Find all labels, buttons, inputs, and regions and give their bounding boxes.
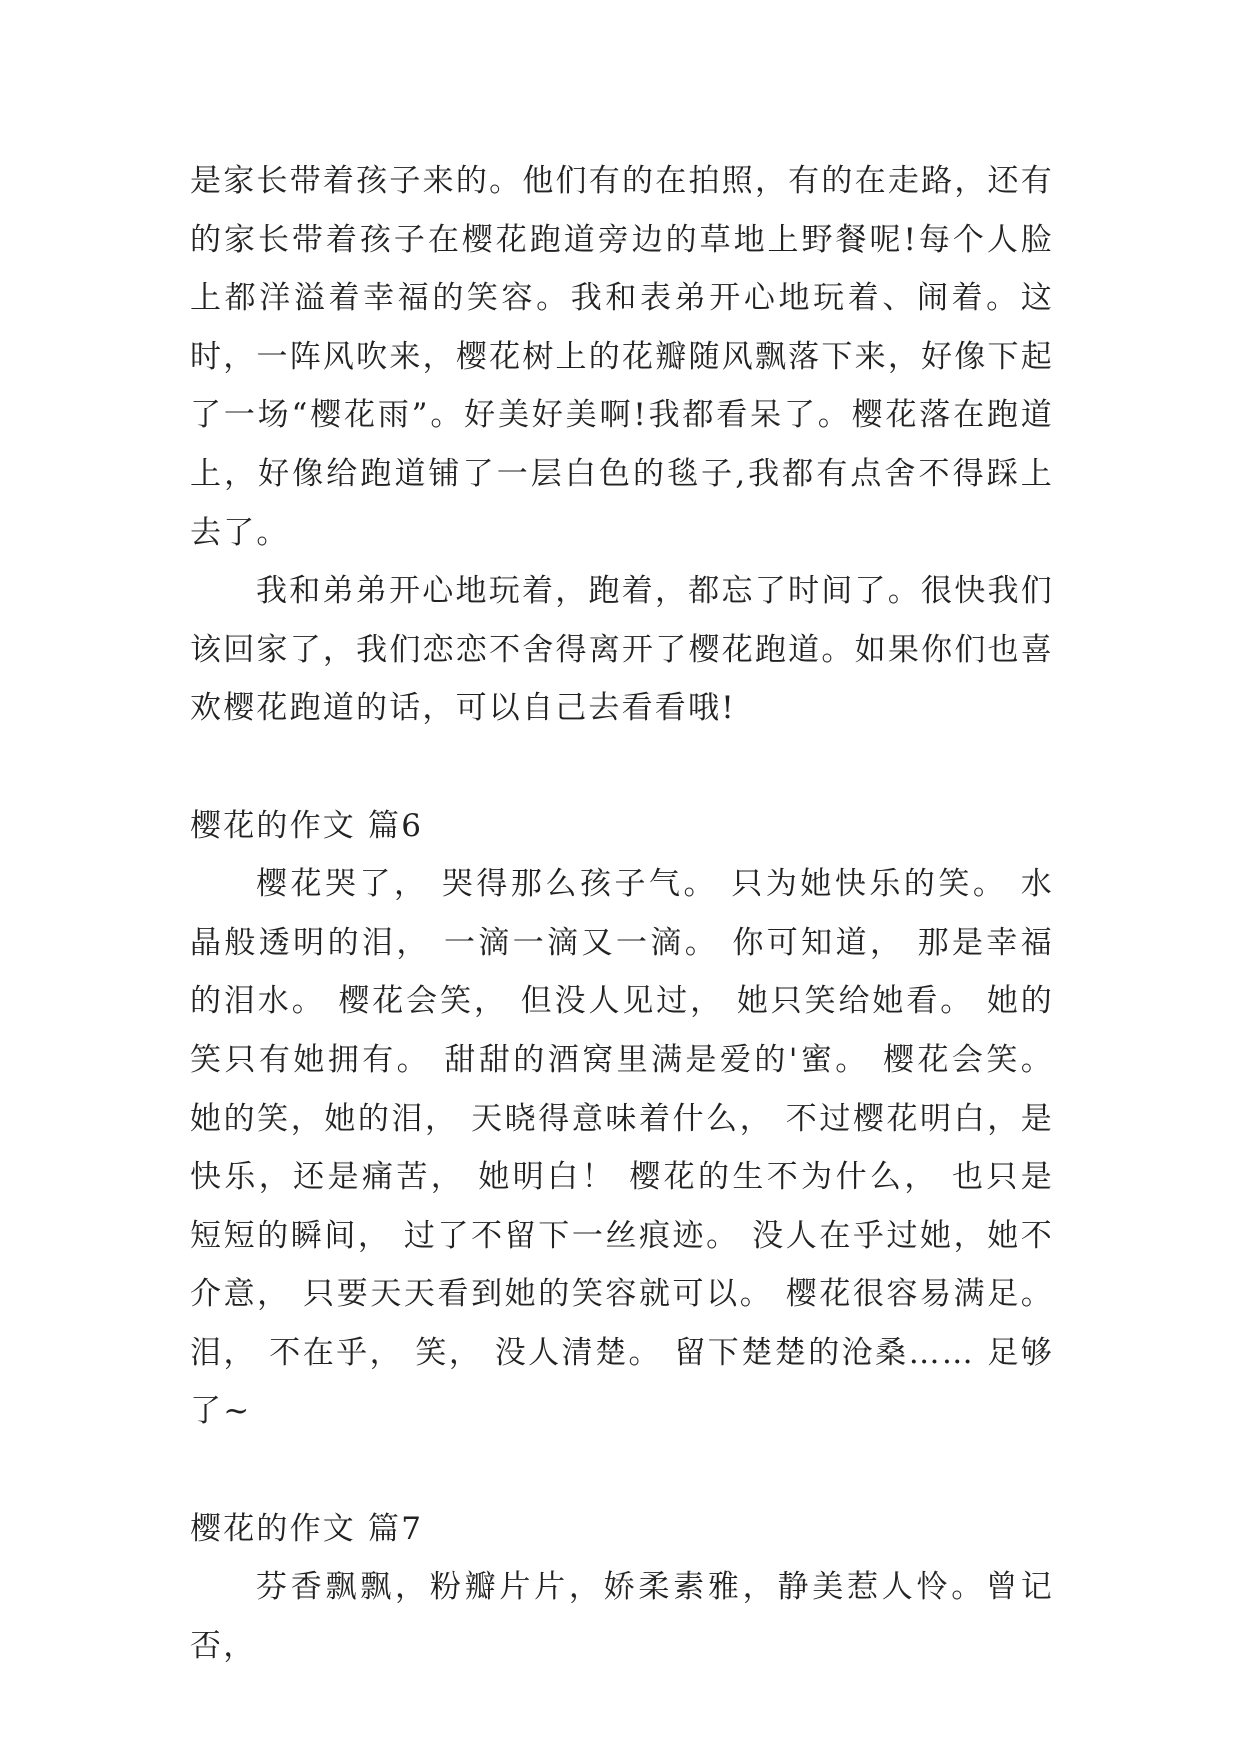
paragraph-3: 樱花哭了， 哭得那么孩子气。 只为她快乐的笑。 水晶般透明的泪， 一滴一滴又一滴。 你可知道， 那是幸福的泪水。 樱花会笑， 但没人见过， 她只笑给她看。 她的笑只有她拥有。 甜甜的酒窝里满是爱的'蜜。 樱花会笑。 她的笑，她的泪， 天晓得意味着什么， 不过樱花明白，是快乐，还是痛苦， 她明白！ 樱花的生不为什么， 也只是短短的瞬间， 过了不留下一丝痕迹。 没人在乎过她，她不介意， 只要天天看到她的笑容就可以。 樱花很容易满足。 泪， 不在乎， 笑， 没人清楚。 留下楚楚的沧桑…… 足够了~ — [190, 866, 1054, 1430]
section-heading-7: 樱花的作文 篇7 — [190, 1510, 424, 1547]
section-gap — [190, 1441, 1054, 1500]
paragraph-4: 芬香飘飘，粉瓣片片，娇柔素雅，静美惹人怜。曾记否， — [190, 1569, 1054, 1664]
section-heading-6: 樱花的作文 篇6 — [190, 807, 424, 844]
document-page — [190, 152, 1054, 1675]
paragraph-1: 是家长带着孩子来的。他们有的在拍照，有的在走路，还有的家长带着孩子在樱花跑道旁边的草地上野餐呢!每个人脸上都洋溢着幸福的笑容。我和表弟开心地玩着、闹着。这时，一阵风吹来，樱花树上的花瓣随风飘落下来，好像下起了一场“樱花雨”。好美好美啊!我都看呆了。樱花落在跑道上，好像给跑道铺了一层白色的毯子,我都有点舍不得踩上去了。 — [190, 163, 1054, 551]
paragraph-2: 我和弟弟开心地玩着，跑着，都忘了时间了。很快我们该回家了，我们恋恋不舍得离开了樱花跑道。如果你们也喜欢樱花跑道的话，可以自己去看看哦! — [190, 573, 1054, 727]
section-gap — [190, 738, 1054, 797]
